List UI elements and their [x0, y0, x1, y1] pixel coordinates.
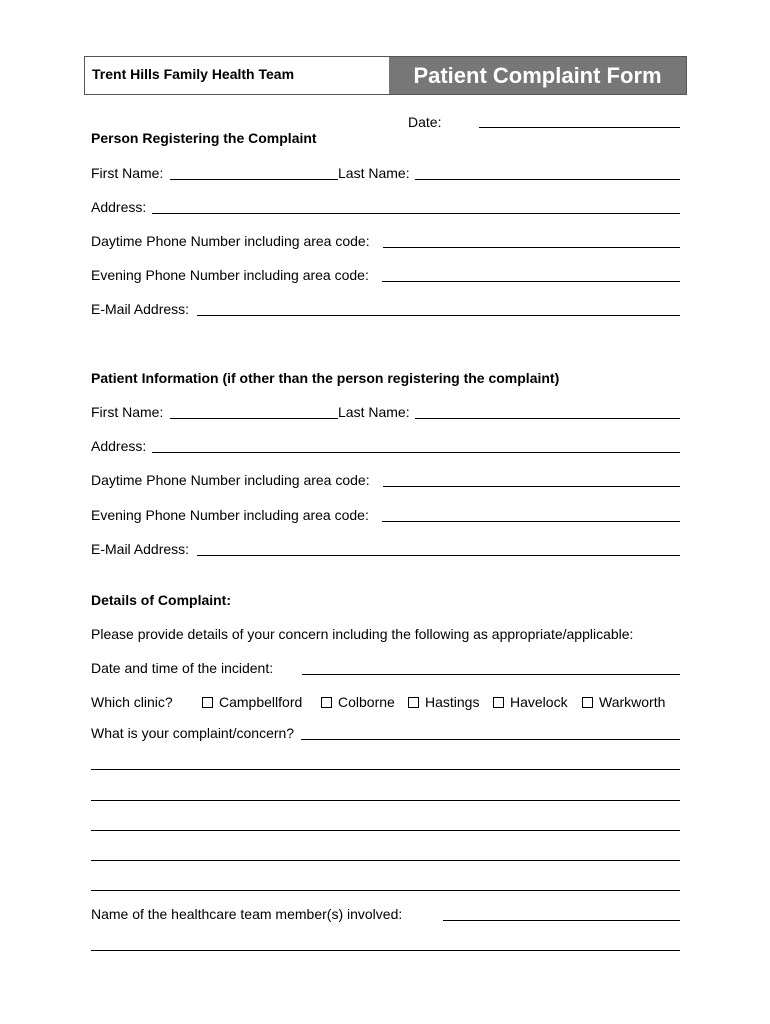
section-title-details: Details of Complaint:	[91, 592, 232, 608]
patient-first-name-field[interactable]	[170, 418, 338, 419]
registrant-daytime-phone-field[interactable]	[383, 247, 680, 248]
clinic-option-campbellford[interactable]	[202, 694, 302, 710]
date-label: Date:	[408, 114, 442, 130]
patient-email-label: E-Mail Address:	[91, 541, 190, 557]
date-field[interactable]	[479, 127, 680, 128]
complaint-field-line[interactable]	[91, 860, 680, 861]
registrant-evening-phone-label: Evening Phone Number including area code:	[91, 267, 369, 283]
patient-daytime-phone-field[interactable]	[383, 486, 680, 487]
clinic-label: Campbellford	[219, 694, 303, 710]
checkbox-icon[interactable]	[321, 697, 332, 708]
team-members-field-line[interactable]	[443, 920, 680, 921]
patient-address-label: Address:	[91, 438, 147, 454]
team-members-label: Name of the healthcare team member(s) involved:	[91, 906, 403, 922]
which-clinic-label: Which clinic?	[91, 694, 173, 710]
incident-datetime-label: Date and time of the incident:	[91, 660, 274, 676]
patient-evening-phone-label: Evening Phone Number including area code:	[91, 507, 369, 523]
form-header	[84, 56, 687, 95]
clinic-selector	[91, 694, 691, 712]
registrant-address-field[interactable]	[152, 213, 680, 214]
registrant-email-label: E-Mail Address:	[91, 301, 190, 317]
patient-evening-phone-field[interactable]	[382, 521, 680, 522]
section-title-patient: Patient Information (if other than the person registering the complaint)	[91, 370, 560, 386]
patient-address-field[interactable]	[152, 452, 680, 453]
checkbox-icon[interactable]	[408, 697, 419, 708]
registrant-address-label: Address:	[91, 199, 147, 215]
patient-last-name-label: Last Name:	[338, 404, 410, 420]
patient-email-field[interactable]	[197, 555, 680, 556]
patient-last-name-field[interactable]	[415, 418, 680, 419]
clinic-option-havelock[interactable]	[493, 694, 568, 710]
patient-first-name-label: First Name:	[91, 404, 164, 420]
registrant-last-name-field[interactable]	[415, 179, 680, 180]
clinic-option-hastings[interactable]	[408, 694, 479, 710]
clinic-option-warkworth[interactable]	[582, 694, 665, 710]
complaint-label: What is your complaint/concern?	[91, 725, 295, 741]
registrant-daytime-phone-label: Daytime Phone Number including area code:	[91, 233, 370, 249]
checkbox-icon[interactable]	[493, 697, 504, 708]
section-title-registrant: Person Registering the Complaint	[91, 130, 317, 146]
clinic-option-colborne[interactable]	[321, 694, 395, 710]
team-members-field-line[interactable]	[91, 950, 680, 951]
registrant-evening-phone-field[interactable]	[382, 281, 680, 282]
organization-name: Trent Hills Family Health Team	[92, 66, 295, 82]
complaint-field-line[interactable]	[91, 830, 680, 831]
incident-datetime-field[interactable]	[302, 674, 680, 675]
registrant-last-name-label: Last Name:	[338, 165, 410, 181]
patient-daytime-phone-label: Daytime Phone Number including area code:	[91, 472, 370, 488]
registrant-email-field[interactable]	[197, 315, 680, 316]
registrant-first-name-label: First Name:	[91, 165, 164, 181]
checkbox-icon[interactable]	[202, 697, 213, 708]
clinic-label: Colborne	[338, 694, 395, 710]
registrant-first-name-field[interactable]	[170, 179, 338, 180]
form-title: Patient Complaint Form	[389, 57, 686, 94]
complaint-field-line[interactable]	[91, 769, 680, 770]
complaint-field-line[interactable]	[301, 739, 680, 740]
details-instructions: Please provide details of your concern including the following as appropriate/applicable:	[91, 626, 634, 642]
complaint-field-line[interactable]	[91, 800, 680, 801]
clinic-label: Havelock	[510, 694, 568, 710]
complaint-field-line[interactable]	[91, 890, 680, 891]
clinic-label: Hastings	[425, 694, 480, 710]
clinic-label: Warkworth	[599, 694, 666, 710]
checkbox-icon[interactable]	[582, 697, 593, 708]
